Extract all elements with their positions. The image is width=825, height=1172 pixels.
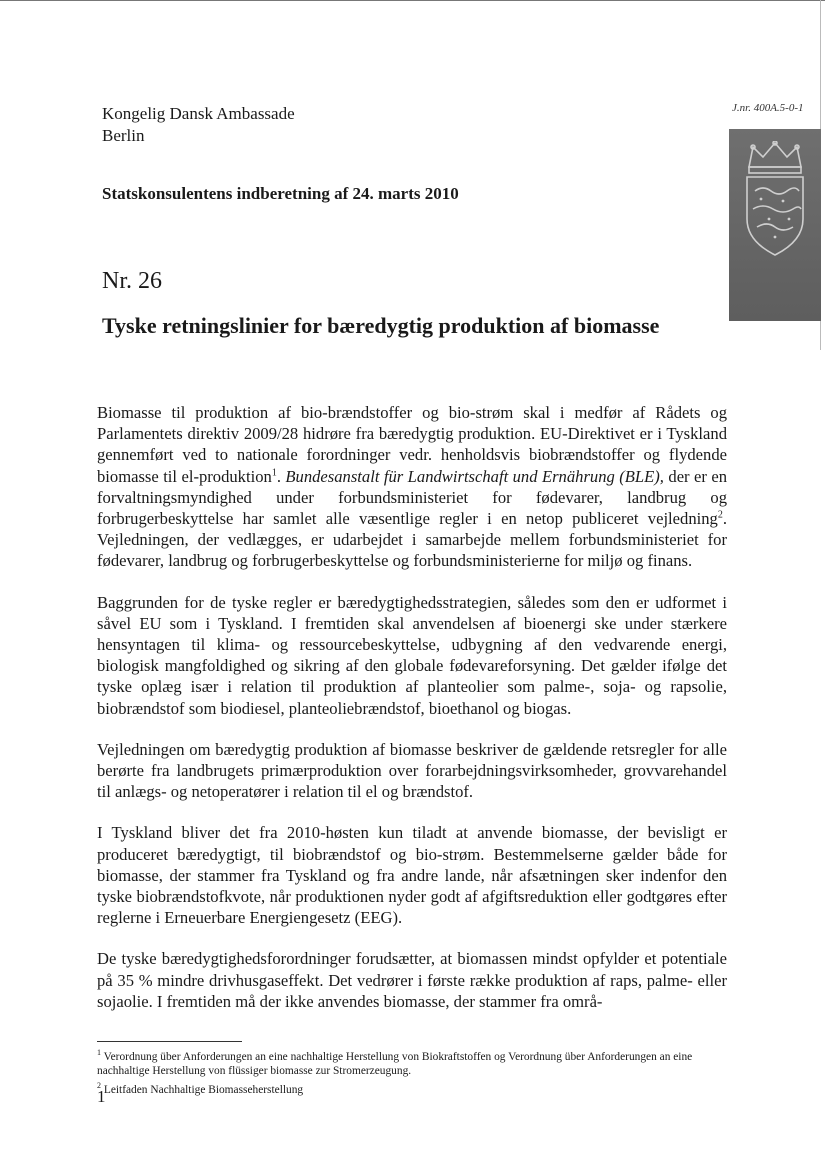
footnote-divider [97,1041,242,1042]
report-number: Nr. 26 [102,268,162,294]
paragraph-5: De tyske bæredygtighedsforordninger forudsætter, at biomassen mindst opfylder et potentiale på 35 % mindre drivhusgaseffekt. Det vedrører i første række produktion af raps, palme- eller sojaolie. I fremtiden må der ikke anvendes biomasse, der stammer fra områ- [97,949,727,1011]
paragraph-1: Biomasse til produktion af bio-brændstoffer og bio-strøm skal i medfør af Rådets og Parlamentets direktiv 2009/28 hidrøre fra bæredygtig produktion. EU-Direktivet er i Tyskland gennemført ved to nationale forordninger vedr. henholdsvis biobrændstoffer og flydende biomasse til el-produktion$^1$. Bundesanstalt für Landwirtschaft und Ernährung (BLE), der er en forvaltningsmyndighed under forbundsministeriet for fødevarer, landbrug og forbrugerbeskyttelse har samlet alle væsentlige regler i en netop publiceret vejledning$^2$. Vejledningen, der vedlægges, er udarbejdet i samarbejde mellem forbundsministeriet for fødevarer, landbrug og forbrugerbeskyttelse og forbundsministerierne for miljø og finans. [97,403,728,571]
page-number: 1 [97,1087,106,1106]
top-edge-line [0,0,825,1]
footnote-ref-2: 2 [717,509,723,521]
footnote-ref-1: 1 [271,467,277,479]
sender-city: Berlin [102,126,145,145]
journal-number: J.nr. 400A.5-0-1 [732,102,804,114]
agency-name: Bundesanstalt für Landwirtschaft und Ernährung (BLE), [285,466,664,486]
footnote-1: $^1$ Verordnung über Anforderungen an eine nachhaltige Herstellung von Biokraftstoffen og Verordnung über Anforderungen an eine nachhaltige Herstellung von flüssiger biomasse zur Stromerzeugung. [97,1048,693,1078]
document-body [97,402,727,1032]
sender-block [102,103,295,147]
report-line: Statskonsulentens indberetning af 24. marts 2010 [102,184,459,203]
emblem-panel [729,129,821,321]
danish-coat-of-arms-icon [739,141,811,261]
footnotes [97,1046,727,1097]
paragraph-4: I Tyskland bliver det fra 2010-høsten kun tiladt at anvende biomasse, der bevisligt er produceret bæredygtigt, til biobrændstof og bio-strøm. Bestemmelserne gælder både for biomasse, der stammer fra Tyskland og fra andre lande, når afsætningen sker indenfor den tyske biobrændstofkvote, når produktionen nyder godt af afgiftsreduktion eller godtgøres efter reglerne i Erneuerbare Energiengesetz (EEG). [97,823,727,928]
paragraph-3: Vejledningen om bæredygtig produktion af biomasse beskriver de gældende retsregler for alle berørte fra landbrugets primærproduktion over forarbejdningsvirksomheder, grovvarehandel til anlægs- og netoperatører i relation til el og brændstof. [97,739,727,802]
page-title: Tyske retningslinier for bæredygtig produktion af biomasse [102,313,660,338]
paragraph-2: Baggrunden for de tyske regler er bæredygtighedsstrategien, således som den er udformet i såvel EU som i Tyskland. I fremtiden skal anvendelsen af bioenergi ske under stærkere hensyntagen til klima- og ressourcebeskyttelse, udbygning af den vedvarende energi, biologisk mangfoldighed og sikring af den globale fødevareforsyning. Det gælder ifølge det tyske oplæg især i relation til produktion af planteolier som palme-, soja- og rapsolie, biobrændstof som biodiesel, planteoliebrændstof, bioethanol og biogas. [97,592,727,718]
sender-embassy: Kongelig Dansk Ambassade [102,104,295,123]
footnote-2: $^2$ Leitfaden Nachhaltige Biomasseherstellung [97,1080,304,1096]
